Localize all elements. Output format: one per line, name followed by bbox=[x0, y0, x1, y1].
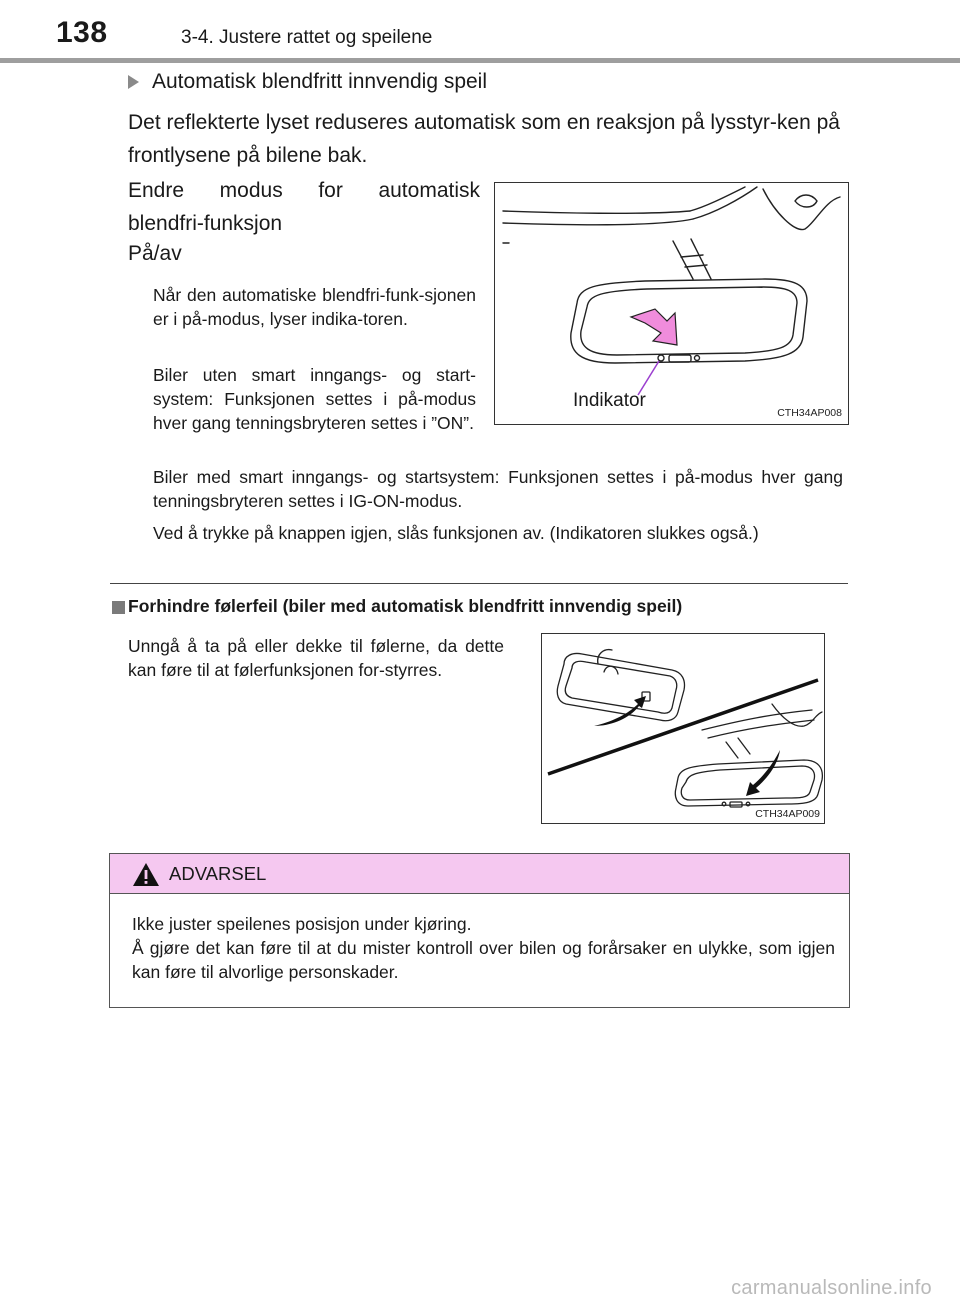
paragraph-smart-entry: Biler med smart inngangs- og startsystem: Funksjonen settes i på-modus hver gang tenningsbryteren settes i IG-ON-modus. bbox=[153, 467, 843, 511]
square-bullet-icon bbox=[112, 601, 125, 614]
page-number: 138 bbox=[56, 16, 108, 49]
on-off-label: På/av bbox=[128, 242, 182, 265]
indicator-label: Indikator bbox=[573, 390, 646, 411]
mode-heading-line1: Endre modus for automatisk bbox=[128, 179, 480, 202]
warning-line2: Å gjøre det kan føre til at du mister kontroll over bilen og forårsaker en ulykke, som igjen kan føre til alvorlige personskader. bbox=[132, 938, 835, 982]
paragraph-no-smart-entry: Biler uten smart inngangs- og start-system: Funksjonen settes i på-modus hver gang tenningsbryteren settes i ”ON”. bbox=[153, 365, 476, 433]
sensor-illustration bbox=[542, 634, 824, 823]
triangle-bullet-icon bbox=[128, 75, 139, 89]
warning-triangle-icon bbox=[132, 862, 160, 887]
section-divider bbox=[110, 583, 848, 584]
bullet-heading bbox=[128, 70, 487, 94]
warning-box bbox=[109, 853, 850, 1008]
header-rule bbox=[0, 58, 960, 63]
section-title: 3-4. Justere rattet og speilene bbox=[181, 27, 433, 48]
warning-title: ADVARSEL bbox=[169, 863, 267, 884]
figure2-code: CTH34AP009 bbox=[755, 808, 820, 820]
paragraph-turn-off: Ved å trykke på knappen igjen, slås funksjonen av. (Indikatoren slukkes også.) bbox=[153, 523, 759, 543]
paragraph-indicator: Når den automatiske blendfri-funk-sjonen er i på-modus, lyser indika-toren. bbox=[153, 285, 476, 329]
sensor-heading: Forhindre følerfeil (biler med automatisk blendfritt innvendig speil) bbox=[128, 596, 683, 616]
mirror-illustration bbox=[495, 183, 848, 424]
bullet-heading-text: Automatisk blendfritt innvendig speil bbox=[152, 70, 488, 93]
mode-heading-line2: blendfri-funksjon bbox=[128, 212, 283, 235]
pink-pointer-arrow bbox=[631, 309, 677, 345]
warning-line1: Ikke juster speilenes posisjon under kjøring. bbox=[132, 914, 472, 934]
sensor-paragraph: Unngå å ta på eller dekke til følerne, da dette kan føre til at følerfunksjonen for-styrres. bbox=[128, 636, 504, 680]
watermark: carmanualsonline.info bbox=[731, 1277, 932, 1299]
mirror-sensor-figure bbox=[541, 633, 825, 824]
figure1-code: CTH34AP008 bbox=[777, 407, 842, 419]
mirror-indicator-figure bbox=[494, 182, 849, 425]
intro-paragraph: Det reflekterte lyset reduseres automatisk som en reaksjon på lysstyr-ken på frontlysene på bilene bak. bbox=[128, 111, 840, 167]
warning-header bbox=[110, 854, 849, 894]
